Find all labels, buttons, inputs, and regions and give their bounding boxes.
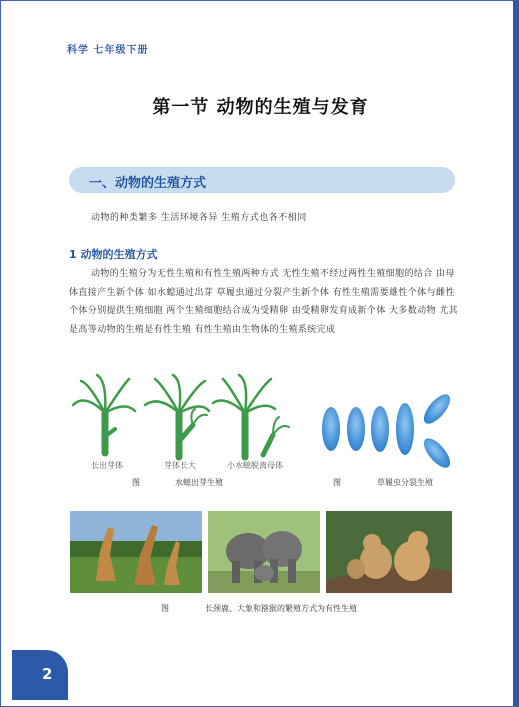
hydra-stage-3 <box>213 375 289 457</box>
page-number: 2 <box>42 665 53 683</box>
hydra-budding-illustration <box>67 373 307 463</box>
body-paragraph: 动物的生殖分为无性生殖和有性生殖两种方式 无性生殖不经过两性生殖细胞的结合 由母体直接产生新个体 如水螅通过出芽 草履虫通过分裂产生新个体 有性生殖需要雄性个体与雌性个体分别提供生殖细胞 两个生殖细胞结合成为受精卵 由受精卵发育成新个体 大多数动物 尤其是高等动物的生殖是有性生殖 有性生殖由生物体的生殖系统完成 <box>69 269 459 335</box>
figure3-caption-prefix: 图 <box>161 604 169 613</box>
figure2-caption-prefix: 图 <box>333 478 341 487</box>
figure1-caption-prefix: 图 <box>132 478 140 487</box>
paramecium-daughter-1 <box>419 393 454 428</box>
paramecium-fission-illustration <box>319 393 467 469</box>
figure1-caption: 水螅出芽生殖 <box>175 478 223 487</box>
paramecium-2 <box>347 407 365 451</box>
paramecium-daughter-2 <box>419 434 454 469</box>
macaque-photo <box>326 511 452 593</box>
section-heading: 一、动物的生殖方式 <box>89 176 207 191</box>
paramecium-1 <box>322 407 340 451</box>
paramecium-4 <box>396 403 414 455</box>
paramecium-3 <box>371 406 389 452</box>
figure3-caption: 长颈鹿、大象和猕猴的繁殖方式为有性生殖 <box>205 604 357 613</box>
figure2-caption: 草履虫分裂生殖 <box>377 478 433 487</box>
subsection-heading: 1 动物的生殖方式 <box>69 248 158 261</box>
hydra-label-1: 长出芽体 <box>91 461 123 470</box>
section-heading-bar <box>69 167 455 193</box>
hydra-stage-1 <box>73 375 135 453</box>
hydra-label-3: 小水螅脱离母体 <box>227 461 283 470</box>
page-number-tab <box>12 650 68 700</box>
intro-text: 动物的种类繁多 生活环境各异 生殖方式也各不相同 <box>91 213 307 223</box>
page-title: 第一节 动物的生殖与发育 <box>152 97 369 118</box>
hydra-label-2: 芽体长大 <box>164 461 196 470</box>
giraffe-photo <box>70 511 202 593</box>
hydra-stage-2 <box>145 375 209 457</box>
elephant-photo <box>208 511 320 593</box>
running-header: 科学 七年级下册 <box>67 45 149 56</box>
